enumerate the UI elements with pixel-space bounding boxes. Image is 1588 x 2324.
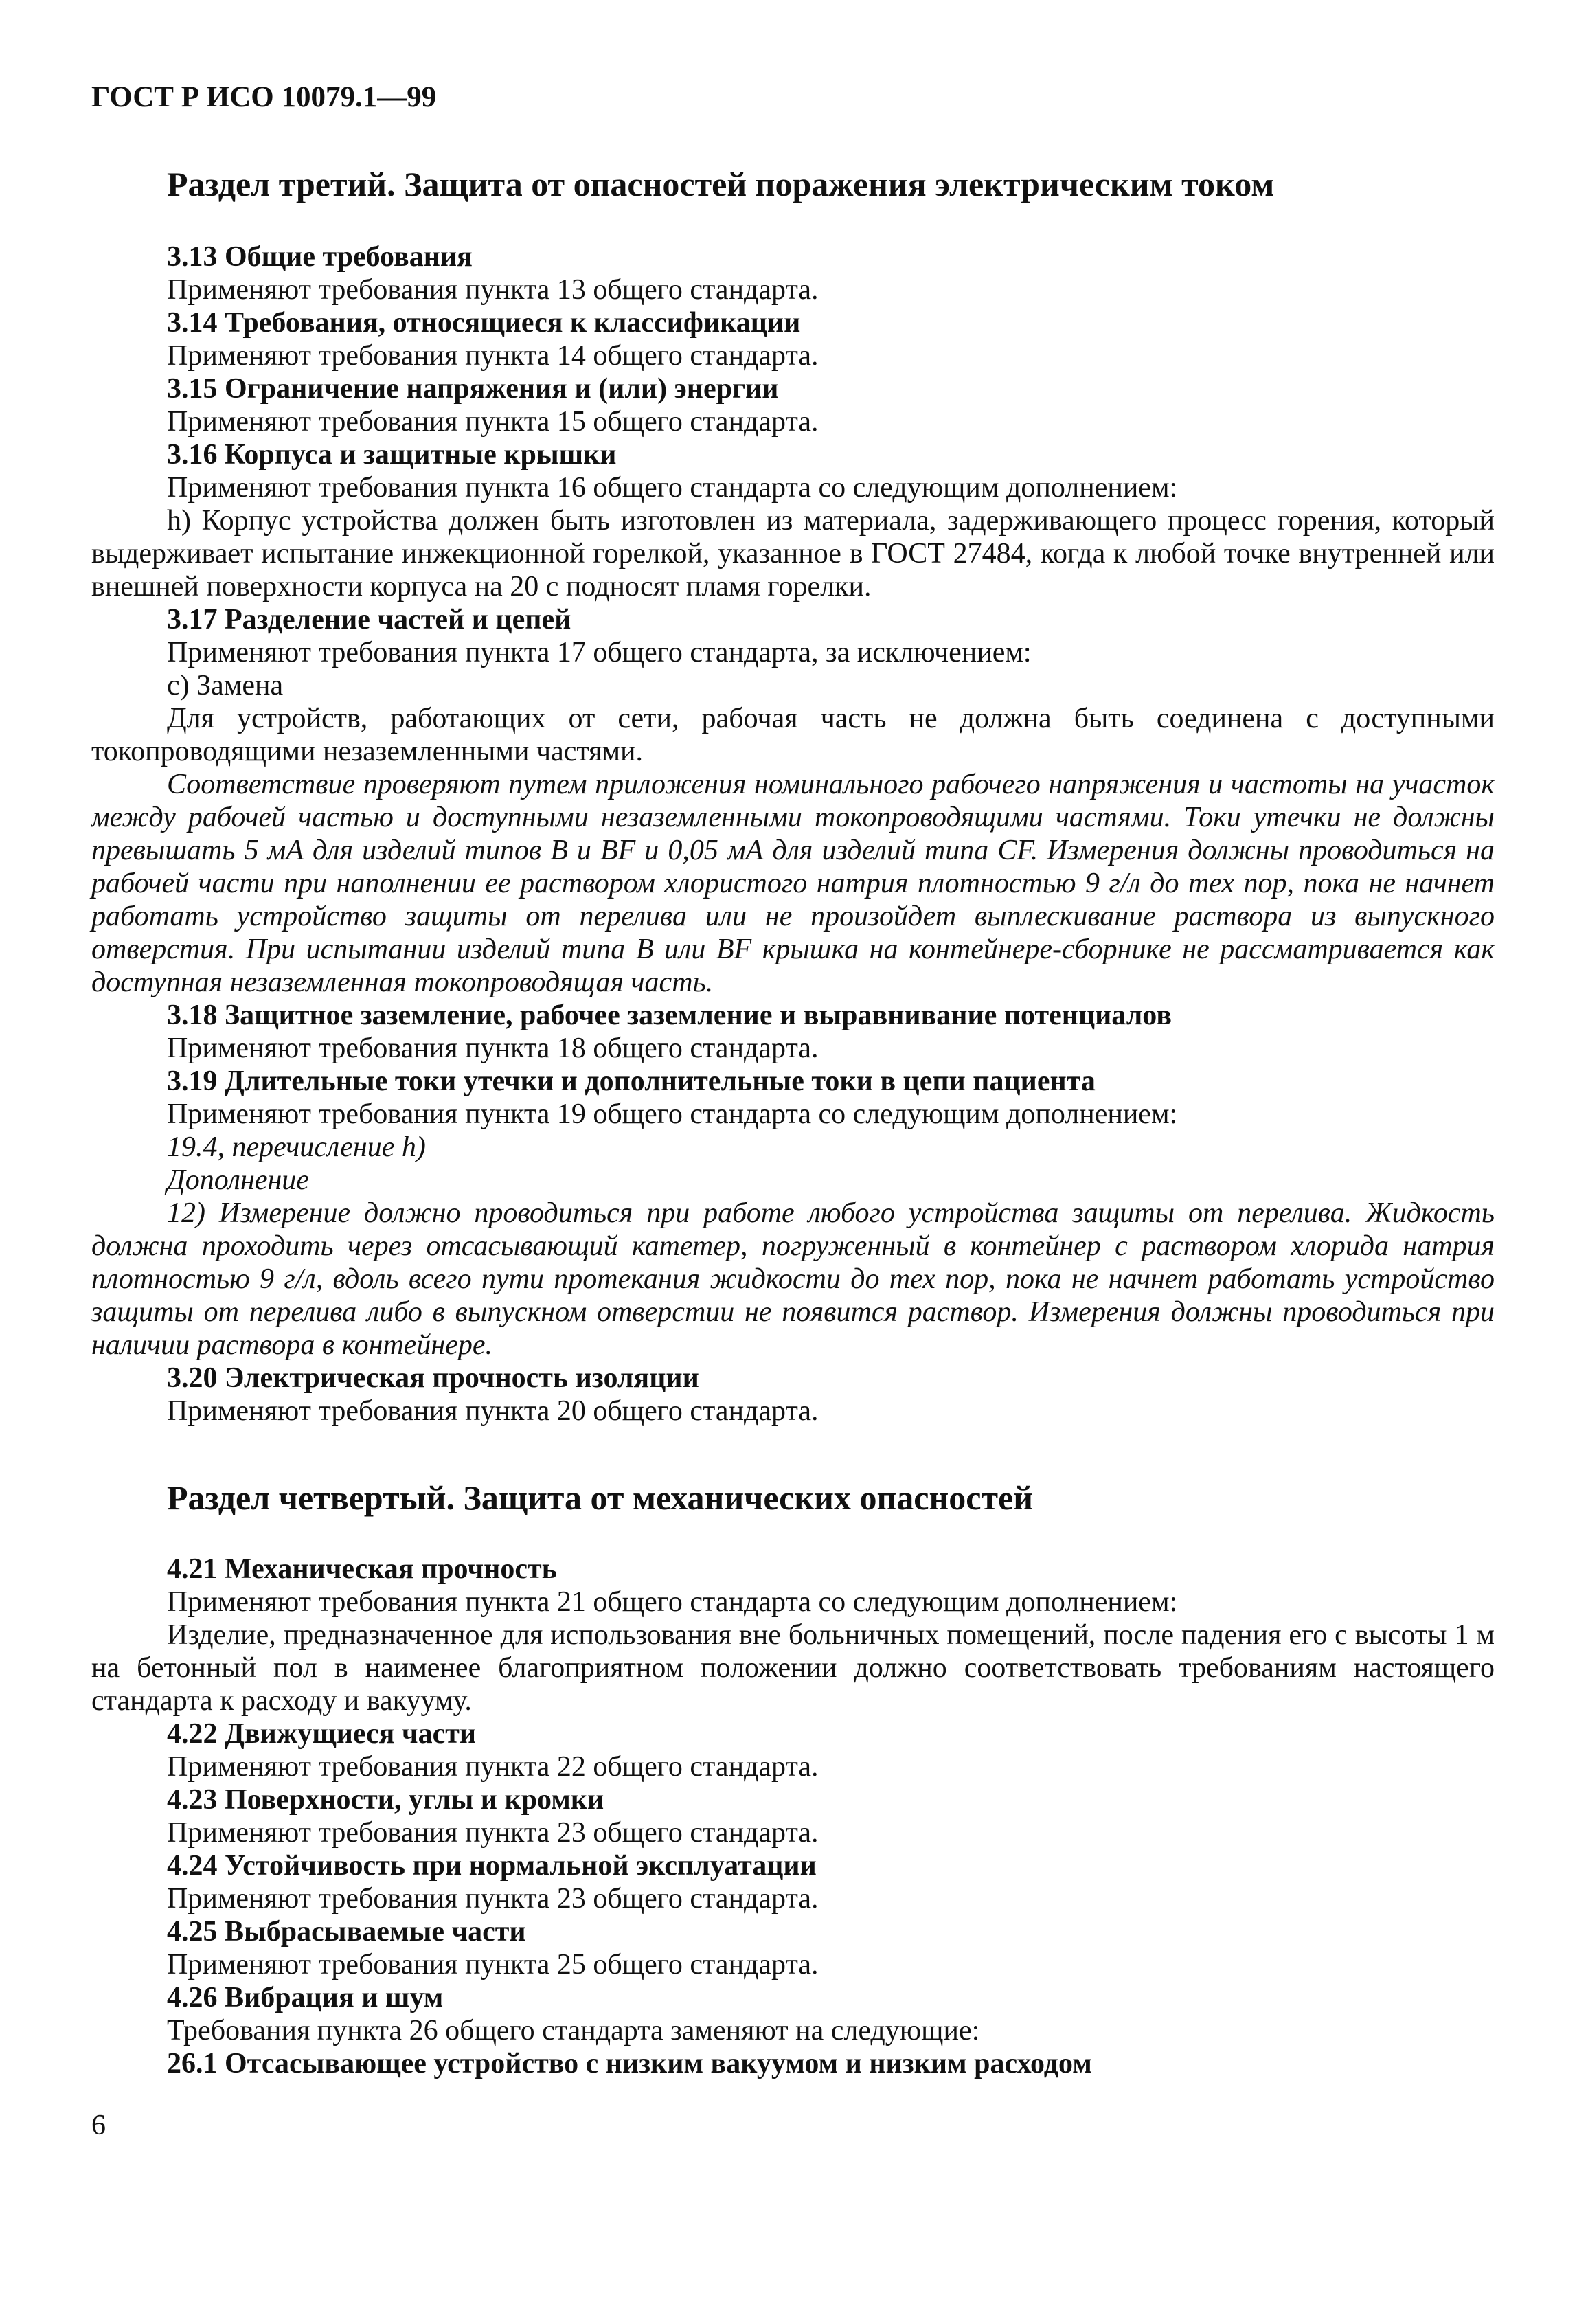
clause-text: Применяют требования пункта 13 общего стандарта. (167, 274, 819, 306)
clause-heading: 4.25 Выбрасываемые части (167, 1916, 526, 1948)
section-4-body (91, 1553, 1495, 2080)
clause-text: Применяют требования пункта 22 общего стандарта. (167, 1751, 819, 1783)
document-content (91, 163, 1495, 2080)
clause-italic-text: Дополнение (167, 1164, 309, 1196)
clause-heading: 4.23 Поверхности, углы и кромки (167, 1784, 604, 1816)
clause-heading: 3.17 Разделение частей и цепей (167, 604, 571, 635)
clause-text: Применяют требования пункта 15 общего стандарта. (167, 406, 819, 438)
clause-text: h) Корпус устройства должен быть изготовлен из материала, задерживающего процесс горения, который выдерживает испытание инжекционной горелкой, указанное в ГОСТ 27484, когда к любой точке внутренней или внешней поверхности корпуса на 20 с подносят пламя горелки. (91, 505, 1495, 602)
clause-heading: 3.18 Защитное заземление, рабочее заземление и выравнивание потенциалов (167, 1000, 1172, 1031)
document-header: ГОСТ Р ИСО 10079.1—99 (91, 81, 437, 113)
clause-heading: 26.1 Отсасывающее устройство с низким вакуумом и низким расходом (167, 2048, 1092, 2079)
clause-text: Изделие, предназначенное для использования вне больничных помещений, после падения его с высоты 1 м на бетонный пол в наименее благоприятном положении должно соответствовать требованиям настоящего стандарта к расходу и вакууму. (91, 1619, 1495, 1717)
clause-heading: 3.16 Корпуса и защитные крышки (167, 439, 617, 471)
clause-text: Применяют требования пункта 18 общего стандарта. (167, 1033, 819, 1064)
clause-text: Применяют требования пункта 20 общего стандарта. (167, 1395, 819, 1427)
clause-text: c) Замена (167, 670, 284, 701)
clause-text: Применяют требования пункта 21 общего стандарта со следующим дополнением: (167, 1586, 1178, 1618)
clause-text: Применяют требования пункта 14 общего стандарта. (167, 340, 819, 372)
clause-text: Применяют требования пункта 16 общего стандарта со следующим дополнением: (167, 472, 1178, 504)
clause-heading: 4.24 Устойчивость при нормальной эксплуатации (167, 1850, 817, 1882)
clause-heading: 4.22 Движущиеся части (167, 1718, 477, 1750)
clause-heading: 3.15 Ограничение напряжения и (или) энергии (167, 373, 779, 405)
clause-text: Применяют требования пункта 23 общего стандарта. (167, 1883, 819, 1915)
page-number: 6 (91, 2110, 106, 2141)
clause-text: Применяют требования пункта 25 общего стандарта. (167, 1949, 819, 1981)
clause-heading: 3.20 Электрическая прочность изоляции (167, 1362, 699, 1394)
section-4-title: Раздел четвертый. Защита от механических опасностей (167, 1478, 1034, 1517)
section-3-title: Раздел третий. Защита от опасностей поражения электрическим током (167, 165, 1275, 203)
clause-text: Требования пункта 26 общего стандарта заменяют на следующие: (167, 2015, 980, 2046)
clause-heading: 4.21 Механическая прочность (167, 1553, 557, 1585)
clause-text: Применяют требования пункта 23 общего стандарта. (167, 1817, 819, 1849)
clause-heading: 3.14 Требования, относящиеся к классификации (167, 307, 801, 339)
clause-heading: 4.26 Вибрация и шум (167, 1982, 444, 2013)
clause-italic-text: Соответствие проверяют путем приложения номинального рабочего напряжения и частоты на участок между рабочей частью и доступными незаземленными токопроводящими частями. Токи утечки не должны превышать 5 мА для изделий типов B и BF и 0,05 мА для изделий типа CF. Измерения должны проводиться на рабочей части при наполнении ее раствором хлористого натрия плотностью 9 г/л до тех пор, пока не начнет работать устройство защиты от перелива или не произойдет выплескивание раствора из выпускного отверстия. При испытании изделий типа B или BF крышка на контейнере-сборнике не рассматривается как доступная незаземленная токопроводящая часть. (91, 769, 1495, 998)
clause-italic-text: 12) Измерение должно проводиться при работе любого устройства защиты от перелива. Жидкость должна проходить через отсасывающий катетер, погруженный в контейнер с раствором хлорида натрия плотностью 9 г/л, вдоль всего пути протекания жидкости до тех пор, пока не начнет работать устройство защиты от перелива либо в выпускном отверстии не появится раствор. Измерения должны проводиться при наличии раствора в контейнере. (91, 1197, 1495, 1361)
clause-italic-text: 19.4, перечисление h) (167, 1131, 426, 1163)
section-3-body (91, 240, 1495, 1428)
clause-text: Применяют требования пункта 19 общего стандарта со следующим дополнением: (167, 1098, 1178, 1130)
clause-text: Для устройств, работающих от сети, рабочая часть не должна быть соединена с доступными токопроводящими незаземленными частями. (91, 703, 1495, 767)
clause-text: Применяют требования пункта 17 общего стандарта, за исключением: (167, 637, 1032, 668)
clause-heading: 3.19 Длительные токи утечки и дополнительные токи в цепи пациента (167, 1065, 1096, 1097)
clause-heading: 3.13 Общие требования (167, 241, 473, 273)
